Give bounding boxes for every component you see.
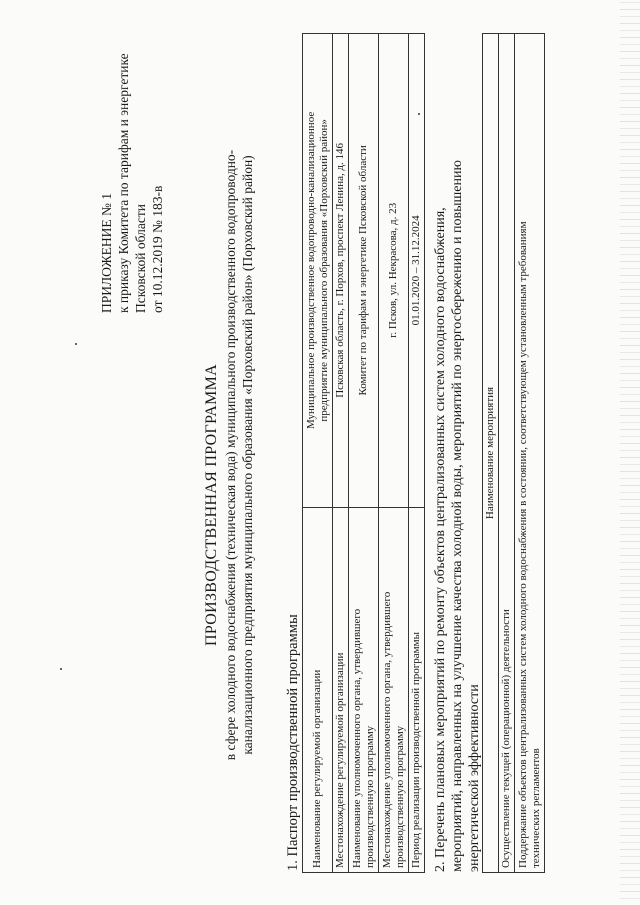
subtitle-line-1: в сфере холодного водоснабжения (техническая вода) муниципального производственного водопроводно-: [223, 149, 238, 761]
section2-line-1: 2. Перечень плановых мероприятий по ремонту объектов централизованных систем холодного водоснабжения,: [433, 207, 448, 872]
activity-line: технических регламентов: [529, 748, 542, 868]
table-row: [515, 34, 545, 873]
appendix-order-ref: к приказу Комитета по тарифам и энергетике: [116, 53, 131, 313]
table-row: [409, 34, 425, 873]
table-row: [499, 34, 515, 873]
scan-edge-artifact: [620, 0, 640, 905]
table-row: [303, 34, 333, 873]
section1-heading: 1. Паспорт производственной программы: [285, 614, 301, 871]
row-value: г. Псков, ул. Некрасова, д. 23: [379, 34, 409, 508]
appendix-number: ПРИЛОЖЕНИЕ № 1: [99, 192, 114, 313]
table-row: [379, 34, 409, 873]
document-subtitle: [222, 45, 256, 865]
table-row: [349, 34, 379, 873]
section2-line-2: мероприятий, направленных на улучшение качества холодной воды, мероприятий по энергосбережению и повышению: [450, 160, 465, 872]
value-line: предприятие муниципального образования «Порховский район»: [317, 119, 330, 422]
subtitle-line-2: канализационного предприятия муниципального образования «Порховский район» (Порховский район): [240, 155, 255, 755]
activity-cell: Осуществление текущей (операционной) деятельности: [499, 34, 515, 873]
activity-line: Поддержание объектов централизованных систем холодного водоснабжения в состоянии, соответствующем установленным требованиям: [516, 221, 529, 868]
label-line: Местонахождение уполномоченного органа, утвердившего: [380, 591, 393, 868]
activity-cell: [515, 34, 545, 873]
table-row: [333, 34, 349, 873]
scan-speck: [75, 343, 77, 345]
scan-speck: [60, 668, 62, 670]
label-line: Наименование уполномоченного органа, утвердившего: [350, 608, 363, 868]
row-label: Местонахождение регулируемой организации: [333, 507, 349, 872]
row-value: Псковская область, г. Порхов, проспект Ленина, д. 146: [333, 34, 349, 508]
label-line: производственную программу: [393, 725, 406, 868]
row-value: Комитет по тарифам и энергетике Псковской области: [349, 34, 379, 508]
row-label: Период реализации производственной программы: [409, 507, 425, 872]
label-line: производственную программу: [363, 725, 376, 868]
row-label: [349, 507, 379, 872]
column-header: Наименование мероприятия: [483, 34, 499, 873]
appendix-region: Псковской области: [133, 203, 148, 313]
table-header-row: [483, 34, 499, 873]
section2-line-3: энергетической эффективности: [467, 684, 482, 872]
value-line: Муниципальное производственное водопроводно-канализационное: [304, 111, 317, 429]
activities-table: [482, 33, 545, 873]
row-label: Наименование регулируемой организации: [303, 507, 333, 872]
appendix-block: [98, 53, 166, 313]
passport-table: [302, 33, 425, 873]
section2-heading: [432, 22, 483, 872]
document-title: ПРОИЗВОДСТВЕННАЯ ПРОГРАММА: [203, 364, 220, 647]
row-value: 01.01.2020 – 31.12.2024: [409, 34, 425, 508]
appendix-date: от 10.12.2019 № 183-в: [150, 185, 165, 313]
row-label: [379, 507, 409, 872]
row-value: [303, 34, 333, 508]
